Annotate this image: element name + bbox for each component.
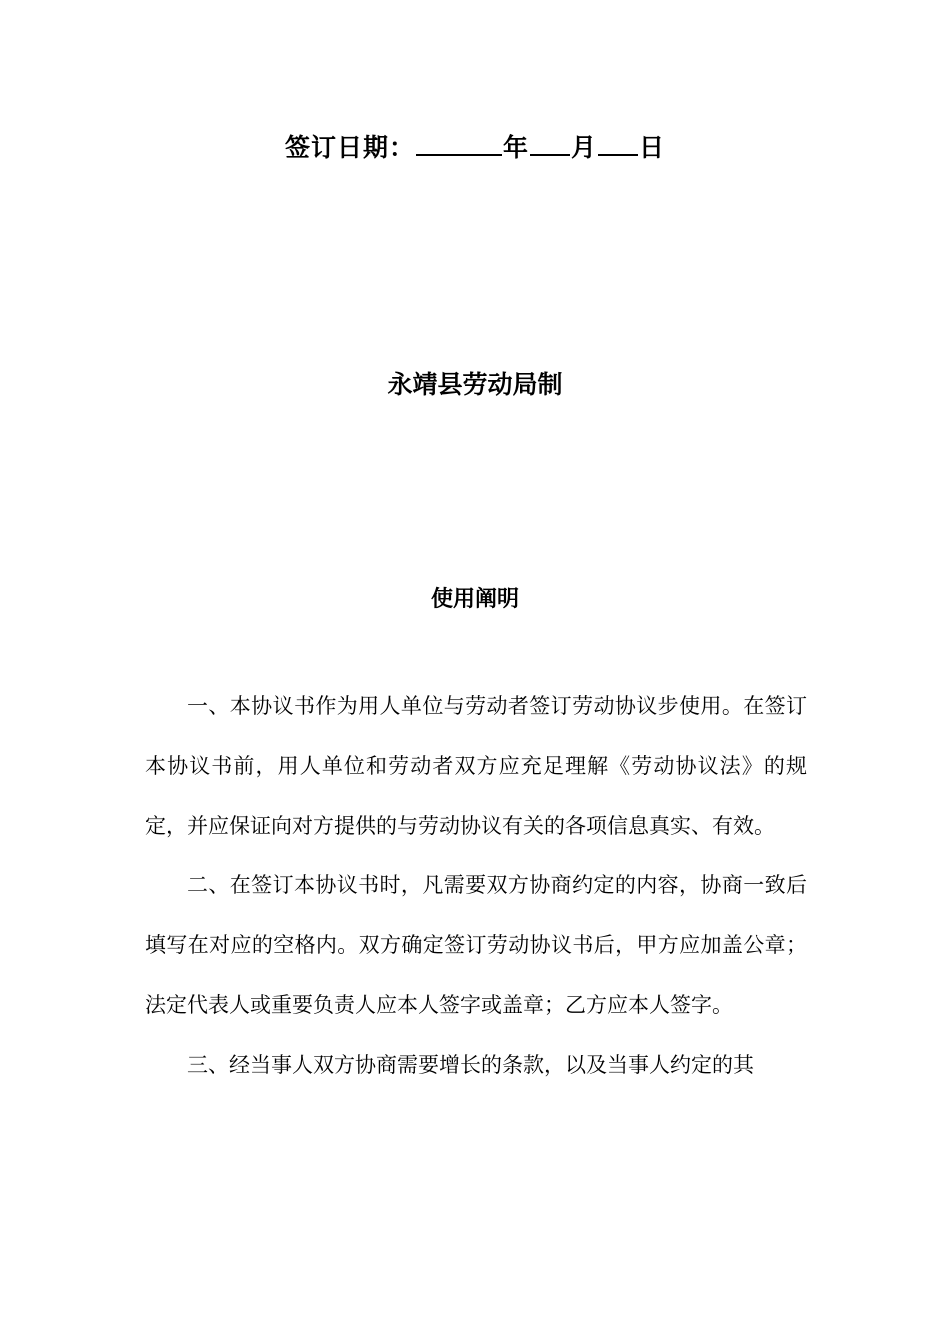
instructions-title: 使用阐明 [430,587,519,612]
instruction-paragraph-3: 三、经当事人双方协商需要增长的条款，以及当事人约定的其 [187,1052,754,1077]
year-unit: 年 [502,133,529,162]
instruction-paragraph-2: 二、在签订本协议书时，凡需要双方协商约定的内容，协商一致后填写在对应的空格内。双方确定签订劳动协议书后，甲方应加盖公章；法定代表人或重要负责人应本人签字或盖章；乙方应本人签字。 [145,873,807,1017]
month-blank[interactable] [530,128,570,156]
instruction-paragraph-1: 一、本协议书作为用人单位与劳动者签订劳动协议步使用。在签订本协议书前，用人单位和劳动者双方应充足理解《劳动协议法》的规定，并应保证向对方提供的与劳动协议有关的各项信息真实、有效。 [145,694,807,838]
issuer-title: 永靖县劳动局制 [387,370,563,399]
sign-date-label: 签订日期： [284,133,415,162]
year-blank[interactable] [416,128,502,156]
sign-date-line [0,128,950,168]
instructions-body [145,677,807,1096]
day-unit: 日 [639,133,666,162]
day-blank[interactable] [598,128,638,156]
month-unit: 月 [571,133,598,162]
